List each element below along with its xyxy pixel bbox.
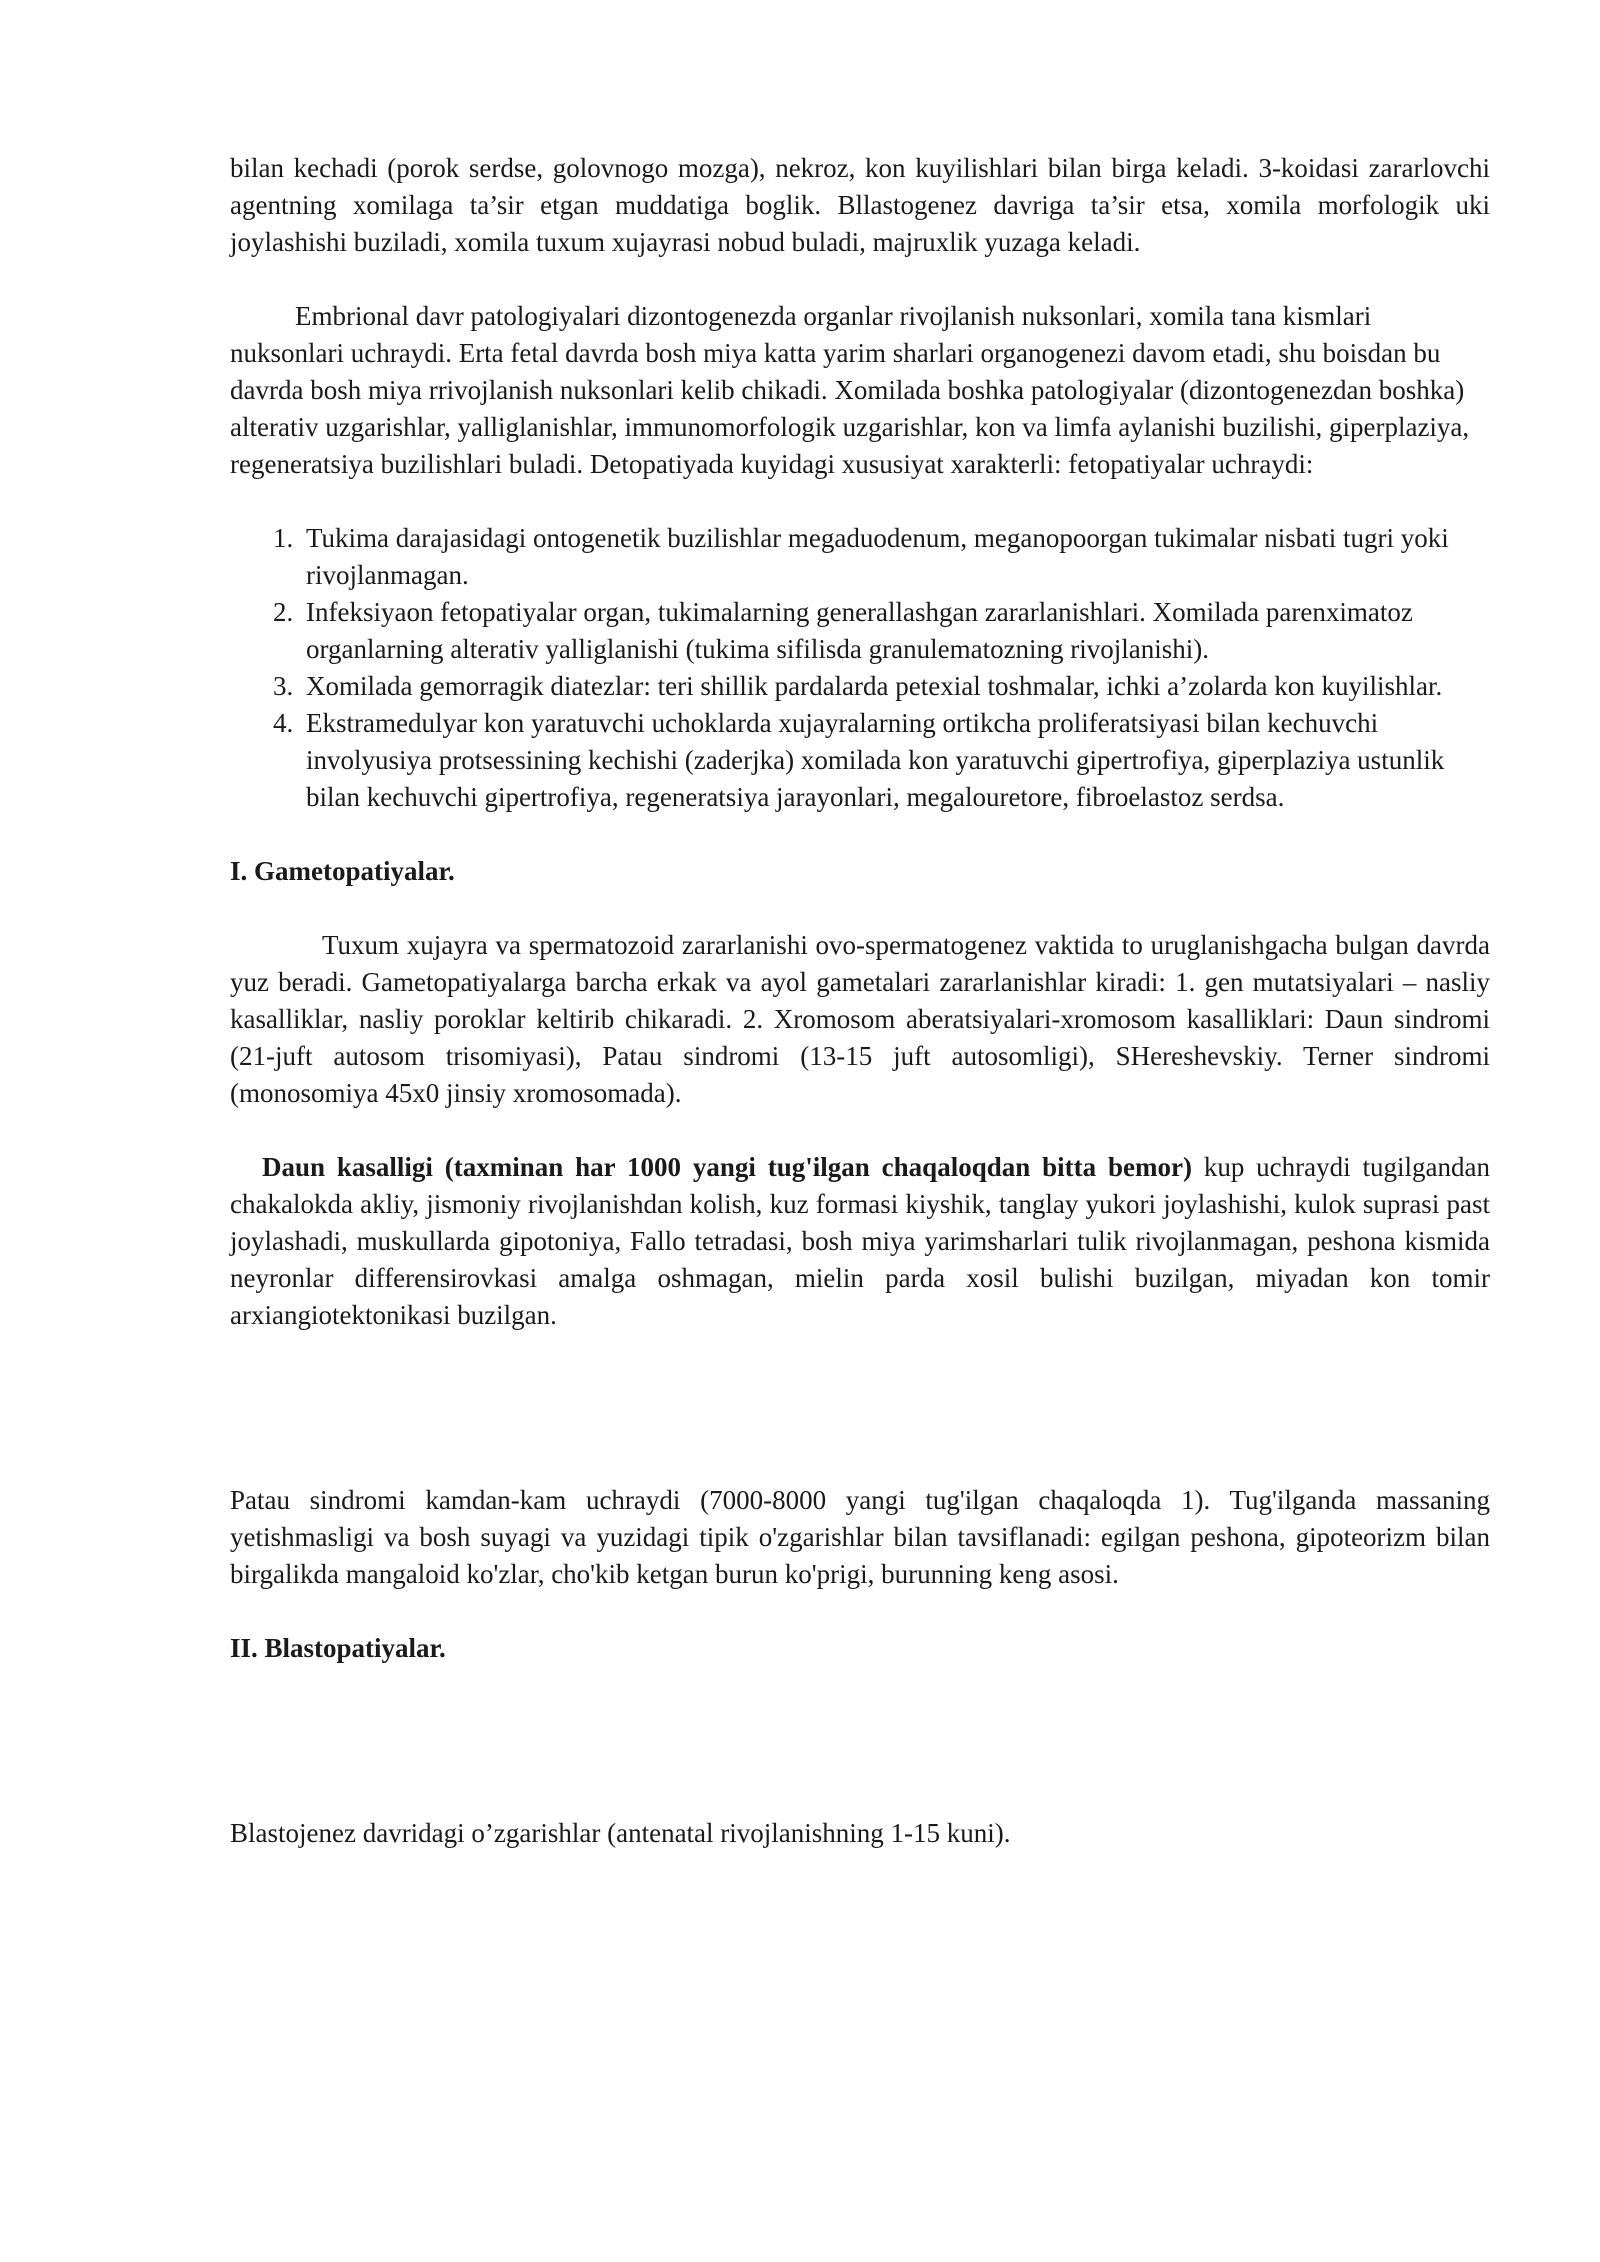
paragraph-gametopatiyalar: Tuxum xujayra va spermatozoid zararlanishi ovo-spermatogenez vaktida to uruglanishgacha bulgan davrda yuz beradi. Gametopatiyalarga barcha erkak va ayol gametalari zararlanishlar kiradi: 1. gen mutatsiyalari – nasliy kasalliklar, nasliy poroklar keltirib chikaradi. 2. Xromosom aberatsiyalari-xromosom kasalliklari: Daun sindromi (21-juft autosom trisomiyasi), Patau sindromi (13-15 juft autosomligi), SHereshevskiy. Terner sindromi (monosomiya 45x0 jinsiy xromosomada). xyxy=(230,930,1490,1108)
paragraph-continuation: bilan kechadi (porok serdse, golovnogo mozga), nekroz, kon kuyilishlari bilan birga keladi. 3-koidasi zararlovchi agentning xomilaga ta’sir etgan muddatiga boglik. Bllastogenez davriga ta’sir etsa, xomila morfologik uki joylashishi buziladi, xomila tuxum xujayrasi nobud buladi, majruxlik yuzaga keladi. xyxy=(230,153,1490,257)
list-item: 3. Xomilada gemorragik diatezlar: teri shillik pardalarda petexial toshmalar, ichki a’zolarda kon kuyilishlar. xyxy=(300,668,1490,705)
section-heading-gametopatiyalar: I. Gametopatiyalar. xyxy=(230,856,455,886)
numbered-list xyxy=(230,520,1490,816)
list-item: 4. Ekstramedulyar kon yaratuvchi uchoklarda xujayralarning ortikcha proliferatsiyasi bilan kechuvchi involyusiya protsessining kechishi (zaderjka) xomilada kon yaratuvchi gipertrofiya, giperplaziya ustunlik bilan kechuvchi gipertrofiya, regeneratsiya jarayonlari, megalouretore, fibroelastoz serdsa. xyxy=(300,705,1490,816)
section-heading-blastopatiyalar: II. Blastopatiyalar. xyxy=(230,1633,446,1663)
list-item: 1. Tukima darajasidagi ontogenetik buzilishlar megaduodenum, meganopoorgan tukimalar nisbati tugri yoki rivojlanmagan. xyxy=(300,520,1490,594)
paragraph-patau: Patau sindromi kamdan-kam uchraydi (7000-8000 yangi tug'ilgan chaqaloqda 1). Tug'ilganda massaning yetishmasligi va bosh suyagi va yuzidagi tipik o'zgarishlar bilan tavsiflanadi: egilgan peshona, gipoteorizm bilan birgalikda mangaloid ko'zlar, cho'kib ketgan burun ko'prigi, burunning keng asosi. xyxy=(230,1485,1490,1589)
spacer xyxy=(230,1704,1490,1815)
paragraph-embrional: Embrional davr patologiyalari dizontogenezda organlar rivojlanish nuksonlari, xomila tana kismlari nuksonlari uchraydi. Erta fetal davrda bosh miya katta yarim sharlari organogenezi davom etadi, shu boisdan bu davrda bosh miya rrivojlanish nuksonlari kelib chikadi. Xomilada boshka patologiyalar (dizontogenezdan boshka) alterativ uzgarishlar, yalliglanishlar, immunomorfologik uzgarishlar, kon va limfa aylanishi buzilishi, giperplaziya, regeneratsiya buzilishlari buladi. Detopatiyada kuyidagi xususiyat xarakterli: fetopatiyalar uchraydi: xyxy=(230,301,1470,479)
paragraph-blastojenez: Blastojenez davridagi o’zgarishlar (antenatal rivojlanishning 1-15 kuni). xyxy=(230,1818,1011,1848)
daun-bold-lead: Daun kasalligi (taxminan har 1000 yangi tug'ilgan chaqaloqdan bitta bemor) xyxy=(262,1152,1192,1182)
document-page xyxy=(230,150,1490,1852)
paragraph-daun xyxy=(230,1149,1490,1334)
list-item: 2. Infeksiyaon fetopatiyalar organ, tukimalarning generallashgan zararlanishlari. Xomilada parenximatoz organlarning alterativ yalliglanishi (tukima sifilisda granulematozning rivojlanishi). xyxy=(300,594,1490,668)
spacer xyxy=(230,1371,1490,1482)
daun-text: kup uchraydi tugilgandan chakalokda akliy, jismoniy rivojlanishdan kolish, kuz formasi kiyshik, tanglay yukori joylashishi, kulok suprasi past joylashadi, muskullarda gipotoniya, Fallo tetradasi, bosh miya yarimsharlari tulik rivojlanmagan, peshona kismida neyronlar differensirovkasi amalga oshmagan, mielin parda xosil bulishi buzilgan, miyadan kon tomir arxiangiotektonikasi buzilgan. xyxy=(230,1152,1490,1330)
